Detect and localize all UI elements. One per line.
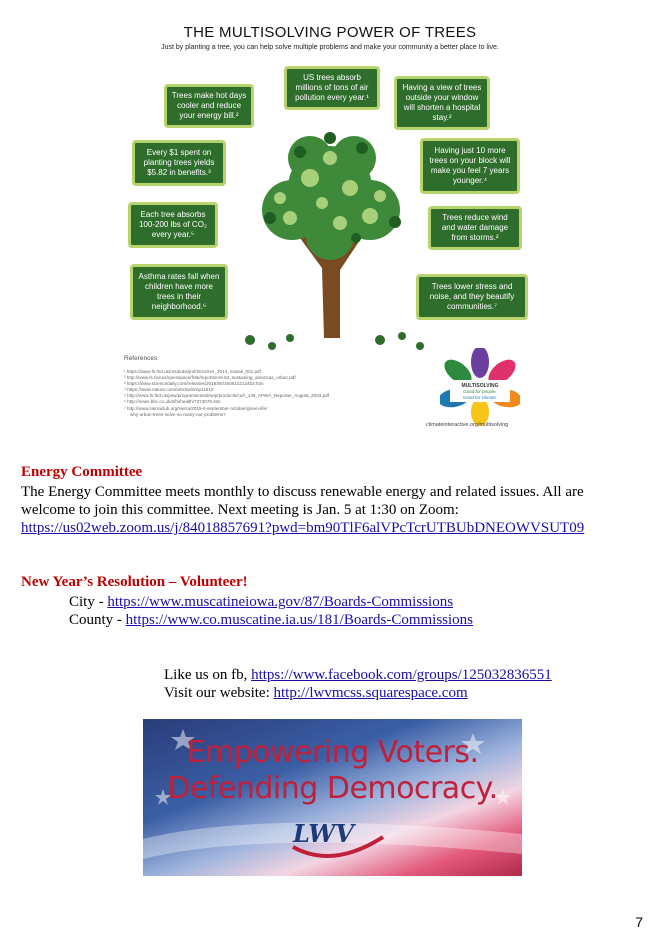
energy-line-1: The Energy Committee meets monthly to discuss renewable energy and related issues. All are (21, 484, 584, 500)
fact-air-pollution: US trees absorb millions of tons of air pollution every year.¹ (284, 66, 380, 110)
banner-line-1: Empowering Voters. (186, 735, 479, 770)
reference-item: ² http://www.fs.fed.us/openspace/fote/reports/nrs-62_sustaining_americas_urban.pdf (124, 375, 296, 381)
fact-hospital-stay: Having a view of trees outside your window will shorten a hospital stay.² (394, 76, 490, 130)
website-link[interactable]: http://lwvmcss.squarespace.com (273, 685, 468, 701)
city-boards-link[interactable]: https://www.muscatineiowa.gov/87/Boards-Commissions (107, 594, 454, 610)
fact-storms: Trees reduce wind and water damage from storms.² (428, 206, 522, 250)
references-list (124, 369, 384, 418)
fb-label: Like us on fb, (164, 667, 252, 683)
county-boards-link[interactable]: https://www.co.muscatine.ia.us/181/Boards-Commissions (125, 612, 474, 628)
multisolving-logo (440, 348, 520, 428)
reference-item: ¹ https://www.fs.fed.us/nrs/pubs/jrnl/2014/nrs_2014_nowak_001.pdf (124, 369, 261, 374)
energy-committee-heading: Energy Committee (21, 464, 143, 480)
reference-item: ⁵ http://www.fs.fed.us/psw/programs/uesd/uep/products/cufr_139_APWA_Reporter_August_2003.pdf (124, 393, 329, 399)
fact-cooler-days: Trees make hot days cooler and reduce your energy bill.² (164, 84, 254, 128)
county-label: County - (69, 612, 126, 628)
reference-item: ⁷ http://www.sierraclub.org/sierra/2015-5-september-october/green-life/ (124, 405, 268, 411)
lwv-banner (143, 719, 522, 876)
social-links (164, 666, 644, 702)
reference-item: ³ https://www.sciencedaily.com/releases/2016/06/160614212452.htm (124, 381, 264, 387)
banner-line-2: Defending Democracy. (167, 771, 498, 806)
reference-item: ⁶ http://news.bbc.co.uk/2/hi/health/7374078.stm (124, 399, 221, 405)
fact-younger: Having just 10 more trees on your block will make you feel 7 years younger.⁴ (420, 138, 520, 194)
reference-item: ⁴ https://www.nature.com/articles/srep11610 (124, 387, 214, 393)
logo-text-2: Good for people. (463, 389, 497, 394)
fact-stress: Trees lower stress and noise, and they beautify communities.⁷ (416, 274, 528, 320)
infographic-title: THE MULTISOLVING POWER OF TREES (183, 24, 477, 41)
page-number: 7 (635, 914, 643, 930)
city-label: City - (69, 594, 108, 610)
resolution-links (69, 593, 629, 629)
energy-line-2: welcome to join this committee. Next meeting is Jan. 5 at 1:30 on Zoom: (21, 502, 459, 518)
resolution-heading: New Year’s Resolution – Volunteer! (21, 574, 248, 590)
energy-committee-text (21, 483, 651, 537)
trees-infographic (110, 18, 550, 438)
logo-text-1: MULTISOLVING (461, 383, 499, 389)
website-label: Visit our website: (164, 685, 274, 701)
tree-illustration (230, 118, 430, 350)
zoom-meeting-link[interactable]: https://us02web.zoom.us/j/84018857691?pwd=bm90TlF6alVPcTcrUTBUbDNEOWVSUT09 (21, 520, 585, 536)
fact-co2: Each tree absorbs 100-200 lbs of CO₂ every year.⁵ (128, 202, 218, 248)
lwv-logo: LWV (293, 819, 354, 848)
logo-text-3: Good for climate. (462, 395, 498, 400)
fact-benefits: Every $1 spent on planting trees yields $5.82 in benefits.³ (132, 140, 226, 186)
infographic-subtitle: Just by planting a tree, you can help solve multiple problems and make your community a better place to live. (161, 44, 499, 51)
logo-url: climateinteractive.org/multisolving (426, 422, 509, 428)
references-title: References (124, 355, 158, 362)
facebook-group-link[interactable]: https://www.facebook.com/groups/125032836551 (251, 667, 552, 683)
fact-asthma: Asthma rates fall when children have more trees in their neighborhood.⁶ (130, 264, 228, 320)
reference-item: why-urban-trees-solve-so-many-our-problems? (130, 411, 226, 417)
